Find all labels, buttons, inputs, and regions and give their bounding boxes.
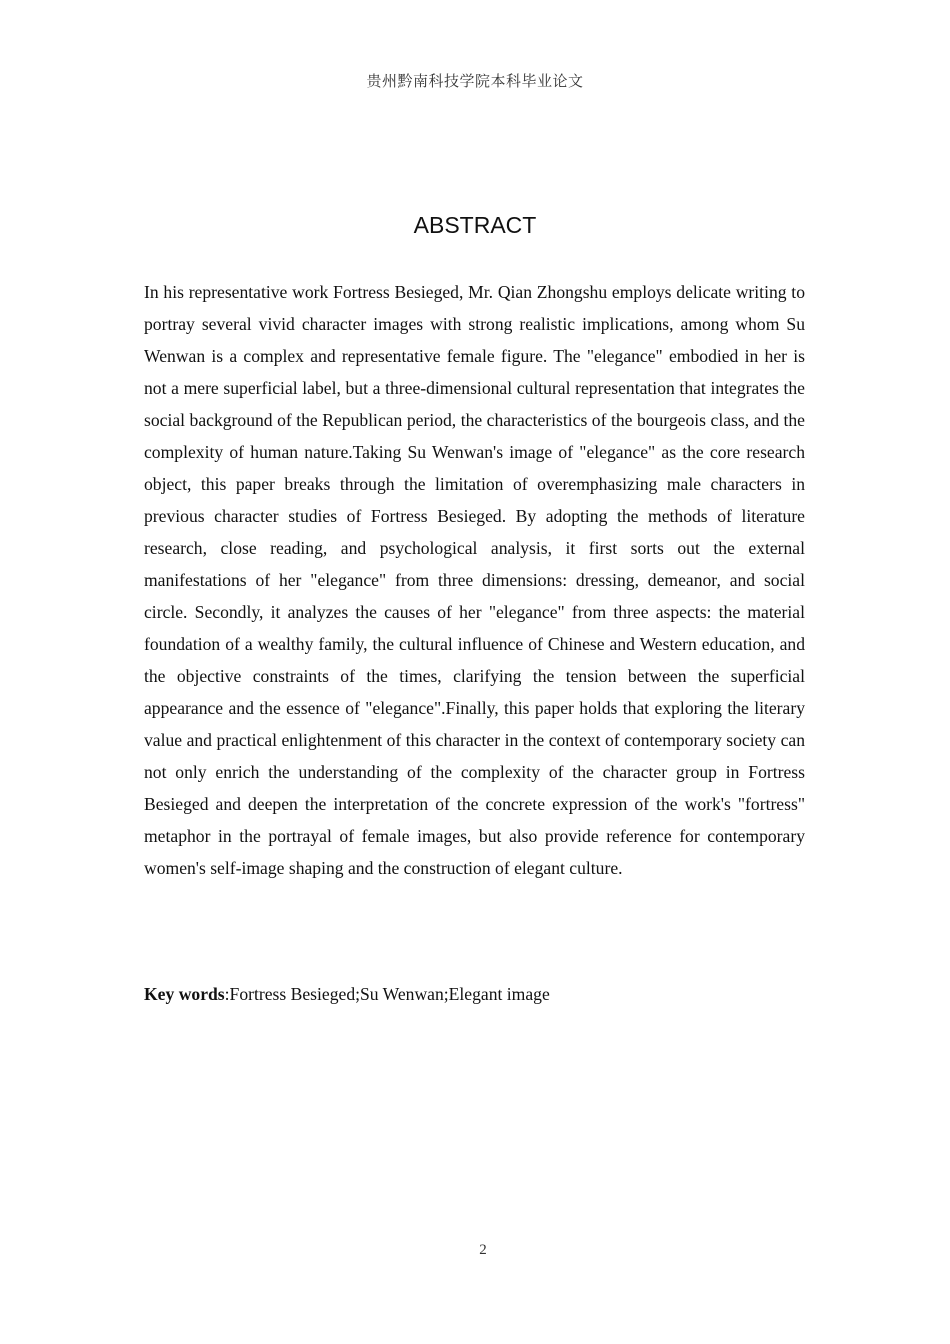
abstract-body: In his representative work Fortress Besieged, Mr. Qian Zhongshu employs delicate writing to portray several vivid character images with strong realistic implications, among whom Su Wenwan is a complex and representative female figure. The "elegance" embodied in her is not a mere superficial label, but a three-dimensional cultural representation that integrates the social background of the Republican period, the characteristics of the bourgeois class, and the complexity of human nature.Taking Su Wenwan's image of "elegance" as the core research object, this paper breaks through the limitation of overemphasizing male characters in previous character studies of Fortress Besieged. By adopting the methods of literature research, close reading, and psychological analysis, it first sorts out the external manifestations of her "elegance" from three dimensions: dressing, demeanor, and social circle. Secondly, it analyzes the causes of her "elegance" from three aspects: the material foundation of a wealthy family, the cultural influence of Chinese and Western education, and the objective constraints of the times, clarifying the tension between the superficial appearance and the essence of "elegance".Finally, this paper holds that exploring the literary value and practical enlightenment of this character in the context of contemporary society can not only enrich the understanding of the complexity of the character group in Fortress Besieged and deepen the interpretation of the concrete expression of the work's "fortress" metaphor in the portrayal of female images, but also provide reference for contemporary women's self-image shaping and the construction of elegant culture. <box>144 282 805 878</box>
keywords-separator: : <box>224 984 230 1004</box>
abstract-title: ABSTRACT <box>413 212 537 238</box>
keywords-value: Fortress Besieged;Su Wenwan;Elegant image <box>229 984 550 1004</box>
running-header: 贵州黔南科技学院本科毕业论文 <box>366 72 584 90</box>
page-number: 2 <box>479 1242 487 1258</box>
keywords-label: Key words <box>144 984 225 1004</box>
keywords-line <box>144 978 805 1010</box>
